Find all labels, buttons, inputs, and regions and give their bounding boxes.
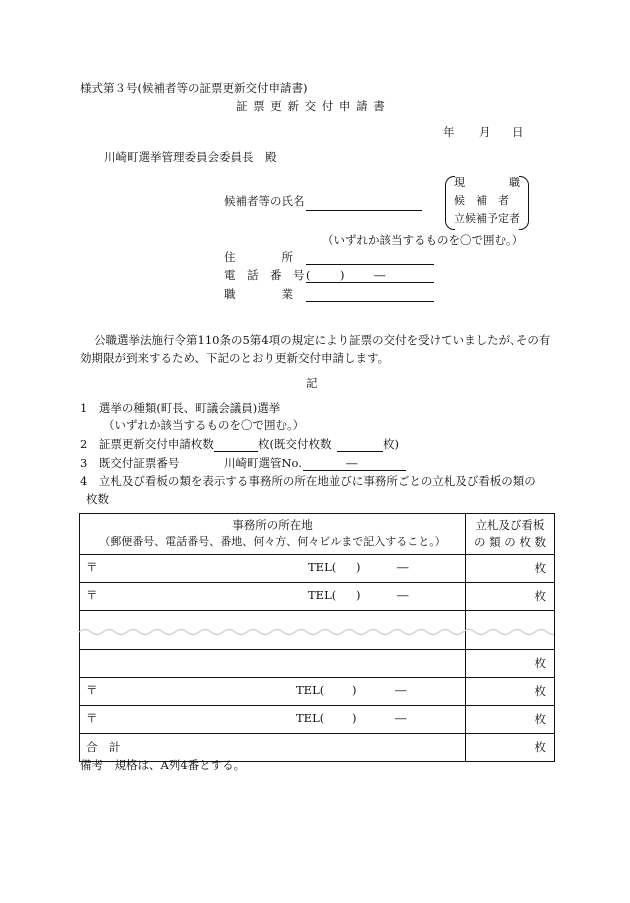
header-count-line2: の 類 の 枚 数 (473, 535, 547, 549)
issued-count-field[interactable] (337, 439, 383, 452)
header-address-note: （郵便番号、電話番号、番地、何々方、何々ビルまで記入すること。） (99, 535, 446, 549)
office-count-cell[interactable]: 枚 (466, 650, 555, 678)
tel-close: ) (356, 588, 361, 602)
office-count-cell[interactable]: 枚 (466, 678, 555, 706)
item-2-label: 2 証票更新交付申請枚数 (80, 437, 214, 451)
item-1-note: （いずれか該当するものを〇で囲む。） (103, 418, 305, 432)
body-text-line1: 公職選挙法施行令第110条の5第4項の規定により証票の交付を受けていましたが､その有 (94, 333, 551, 347)
status-note: （いずれか該当するものを〇で囲む。） (322, 233, 524, 247)
tel-dash: ― (395, 683, 407, 697)
postal-mark: 〒 (86, 560, 98, 574)
date-month: 月 (479, 125, 491, 139)
total-label-cell: 合 計 (80, 734, 466, 762)
phone-label: 電 話 番 号 (224, 268, 305, 282)
office-count-cell[interactable]: 枚 (466, 555, 555, 583)
tel-close: ) (356, 560, 361, 574)
item-3-prefix: 川崎町選管No. (224, 456, 302, 470)
tel-dash: ― (397, 560, 409, 574)
occupation-field[interactable] (306, 289, 434, 302)
table-row[interactable] (80, 706, 555, 734)
header-count (466, 514, 555, 555)
issued-number-dash: ― (346, 456, 358, 470)
item-4-line1: 4 立札及び看板の類を表示する事務所の所在地並びに事務所ごとの立札及び看板の類の (80, 474, 536, 488)
status-option-candidate[interactable]: 候 補 者 (454, 194, 509, 207)
tel-dash: ― (397, 588, 409, 602)
table-header-row (80, 514, 555, 555)
tel-label: TEL( (308, 588, 337, 602)
item-3-label: 3 既交付証票番号 (80, 456, 180, 470)
application-count-field[interactable] (214, 439, 258, 452)
tel-label: TEL( (296, 683, 325, 697)
office-address-cell[interactable] (80, 706, 466, 734)
address-label: 住 所 (224, 250, 293, 264)
item-2-close: 枚) (383, 437, 399, 451)
phone-field[interactable] (306, 270, 434, 283)
table-row[interactable] (80, 583, 555, 611)
tel-close: ) (352, 683, 357, 697)
item-2-issued-label: 枚(既交付枚数 (258, 437, 332, 451)
table-row[interactable] (80, 678, 555, 706)
tel-label: TEL( (308, 560, 337, 574)
phone-paren-close: ) (340, 268, 345, 282)
issued-number-field[interactable] (303, 458, 406, 471)
form-number: 様式第３号(候補者等の証票更新交付申請書) (80, 81, 308, 95)
date-day: 日 (512, 125, 524, 139)
status-option-incumbent[interactable]: 現 職 (454, 176, 520, 189)
postal-mark: 〒 (86, 711, 98, 725)
addressee: 川崎町選挙管理委員会委員長 殿 (104, 150, 277, 164)
office-count-cell[interactable]: 枚 (466, 706, 555, 734)
item-4-line2: 枚数 (86, 492, 109, 506)
tel-dash: ― (395, 711, 407, 725)
ki-heading: 記 (306, 376, 318, 390)
office-address-cell[interactable] (80, 678, 466, 706)
status-option-prospective[interactable]: 立候補予定者 (454, 212, 520, 225)
status-bracket-right (519, 176, 529, 230)
postal-mark: 〒 (86, 683, 98, 697)
page-title: 証 票 更 新 交 付 申 請 書 (236, 99, 386, 113)
phone-dash: ― (374, 268, 386, 282)
tel-close: ) (352, 711, 357, 725)
office-count-cell[interactable]: 枚 (466, 583, 555, 611)
header-address-title: 事務所の所在地 (232, 518, 313, 533)
table-row[interactable] (80, 555, 555, 583)
header-address (80, 514, 466, 555)
date-year: 年 (443, 125, 455, 139)
header-count-line1: 立札及び看板 (475, 517, 545, 532)
office-address-cell[interactable] (80, 555, 466, 583)
table-row[interactable] (80, 650, 555, 678)
total-count-cell[interactable]: 枚 (466, 734, 555, 762)
remark: 備考 規格は、A列4番とする。 (80, 758, 246, 772)
office-address-cell[interactable] (80, 583, 466, 611)
occupation-label: 職 業 (224, 287, 293, 301)
body-text-line2: 効期限が到来するため、下記のとおり更新交付申請します。 (80, 351, 390, 365)
address-field[interactable] (306, 252, 434, 265)
office-address-cell[interactable] (80, 650, 466, 678)
tel-label: TEL( (296, 711, 325, 725)
item-1: 1 選挙の種類(町長、町議会議員)選挙 (80, 401, 281, 415)
postal-mark: 〒 (86, 588, 98, 602)
name-field[interactable] (306, 196, 422, 211)
phone-paren-open: ( (306, 268, 311, 282)
name-label: 候補者等の氏名 (224, 194, 305, 208)
table-break-wave (79, 624, 554, 640)
